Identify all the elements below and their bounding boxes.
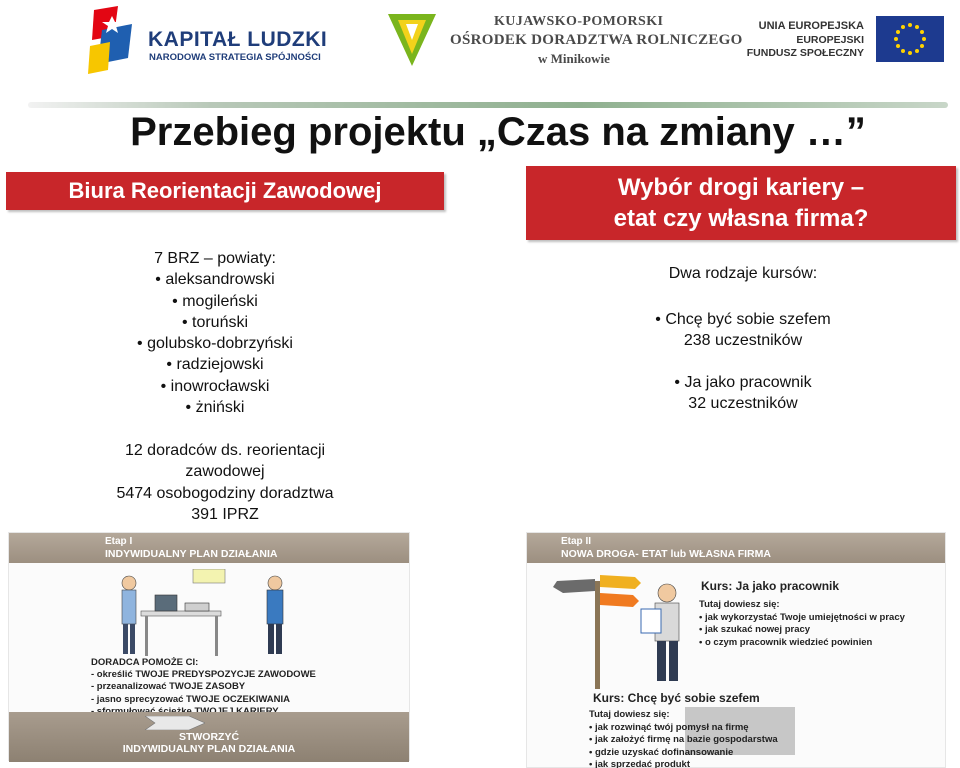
kpodr-line2: OŚRODEK DORADZTWA ROLNICZEGO	[450, 32, 743, 48]
course-item	[527, 309, 959, 351]
course-boss-item: • jak rozwinąć twój pomysł na firmę	[589, 721, 749, 733]
eu-text	[747, 20, 864, 60]
stats-line: 391 IPRZ	[191, 505, 259, 523]
course-employee-intro: Tutaj dowiesz się:	[699, 599, 780, 610]
courses-list	[527, 309, 959, 435]
course-boss-item: • gdzie uzyskać dofinansowanie	[589, 746, 734, 758]
brz-line: • mogileński	[172, 292, 258, 310]
brz-line: 7 BRZ – powiaty:	[154, 250, 276, 267]
brz-line: • aleksandrowski	[155, 271, 275, 289]
course-count: 32 uczestników	[688, 395, 798, 412]
brz-line: • radziejowski	[166, 356, 264, 374]
course-employee-item: • jak szukać nowej pracy	[699, 624, 811, 635]
course-name: • Ja jako pracownik	[674, 374, 812, 391]
etap2-panel	[526, 532, 946, 768]
course-employee-item: • o czym pracownik wiedzieć powinien	[699, 636, 873, 648]
kapital-ludzki-title: KAPITAŁ LUDZKI	[148, 28, 328, 51]
brz-heading: Biura Reorientacji Zawodowej	[6, 172, 444, 210]
etap2-label: Etap II	[561, 536, 592, 547]
kpodr-line3: w Minikowie	[538, 51, 610, 66]
create-plan-text	[9, 731, 409, 755]
advisor-help-title: DORADCA POMOŻE CI:	[91, 657, 199, 668]
course-boss-title: Kurs: Chcę być sobie szefem	[593, 691, 760, 705]
etap2-title: NOWA DROGA- ETAT lub WŁASNA FIRMA	[561, 548, 771, 560]
eu-text-line2: EUROPEJSKI	[796, 33, 864, 46]
etap1-banner	[9, 533, 409, 563]
brz-line: • toruński	[181, 313, 249, 331]
eu-flag-icon	[876, 16, 944, 62]
career-heading-line2: etat czy własna firma?	[613, 205, 869, 232]
kpodr-line1: KUJAWSKO-POMORSKI	[494, 14, 664, 29]
course-item	[527, 372, 959, 414]
eu-text-line1: UNIA EUROPEJSKA	[758, 20, 864, 32]
stats-list	[40, 440, 410, 525]
etap1-label: Etap I	[105, 536, 133, 547]
course-employee-title: Kurs: Ja jako pracownik	[701, 579, 840, 593]
down-arrow-icon	[145, 716, 205, 730]
course-count: 238 uczestników	[683, 332, 803, 349]
stats-line: 5474 osobogodziny doradztwa	[116, 484, 334, 502]
kpodr-logo	[388, 12, 743, 72]
page-title: Przebieg projektu „Czas na zmiany …”	[130, 110, 866, 154]
career-heading	[526, 166, 956, 240]
course-boss-intro: Tutaj dowiesz się:	[589, 709, 670, 720]
etap1-panel	[8, 532, 410, 761]
brz-line: • inowrocławski	[160, 377, 270, 395]
course-boss-item: • jak sprzedać produkt	[589, 759, 690, 768]
stats-line: zawodowej	[185, 463, 265, 481]
course-boss-item: • jak założyć firmę na bazie gospodarstwa	[589, 734, 778, 745]
brz-line: • golubsko-dobrzyński	[137, 335, 293, 353]
create-plan-bar	[9, 712, 409, 762]
kapital-ludzki-emblem-icon	[88, 6, 140, 74]
course-employee-item: • jak wykorzystać Twoje umiejętności w pracy	[699, 611, 905, 623]
create-label: STWORZYĆ	[178, 731, 240, 743]
course-employee-body	[699, 599, 905, 649]
worker-illustration	[623, 579, 703, 689]
etap1-title: INDYWIDUALNY PLAN DZIAŁANIA	[105, 548, 278, 560]
header-divider	[28, 102, 948, 108]
stats-line: 12 doradców ds. reorientacji	[124, 442, 326, 459]
etap2-banner	[527, 533, 945, 563]
course-boss-body	[589, 709, 778, 768]
career-heading-line1: Wybór drogi kariery –	[617, 174, 865, 201]
eu-text-line3: FUNDUSZ SPOŁECZNY	[746, 46, 864, 59]
courses-title: Dwa rodzaje kursów:	[668, 265, 818, 282]
kapital-ludzki-logo	[88, 6, 328, 76]
kapital-ludzki-subtitle: NARODOWA STRATEGIA SPÓJNOŚCI	[149, 52, 321, 63]
advisor-help-list	[91, 657, 316, 718]
advisor-help-item: - określić TWOJE PREDYSPOZYCJE ZAWODOWE	[91, 669, 316, 681]
kpodr-emblem-icon	[388, 14, 436, 66]
brz-line: • żniński	[185, 399, 245, 417]
advisor-help-item: - jasno sprecyzować TWOJE OCZEKIWANIA	[91, 693, 291, 705]
course-name: • Chcę być sobie szefem	[655, 311, 831, 328]
advisor-help-item: - przeanalizować TWOJE ZASOBY	[91, 681, 246, 693]
eu-logo	[746, 16, 944, 66]
brz-list	[60, 248, 370, 418]
create-sub: INDYWIDUALNY PLAN DZIAŁANIA	[122, 743, 296, 755]
